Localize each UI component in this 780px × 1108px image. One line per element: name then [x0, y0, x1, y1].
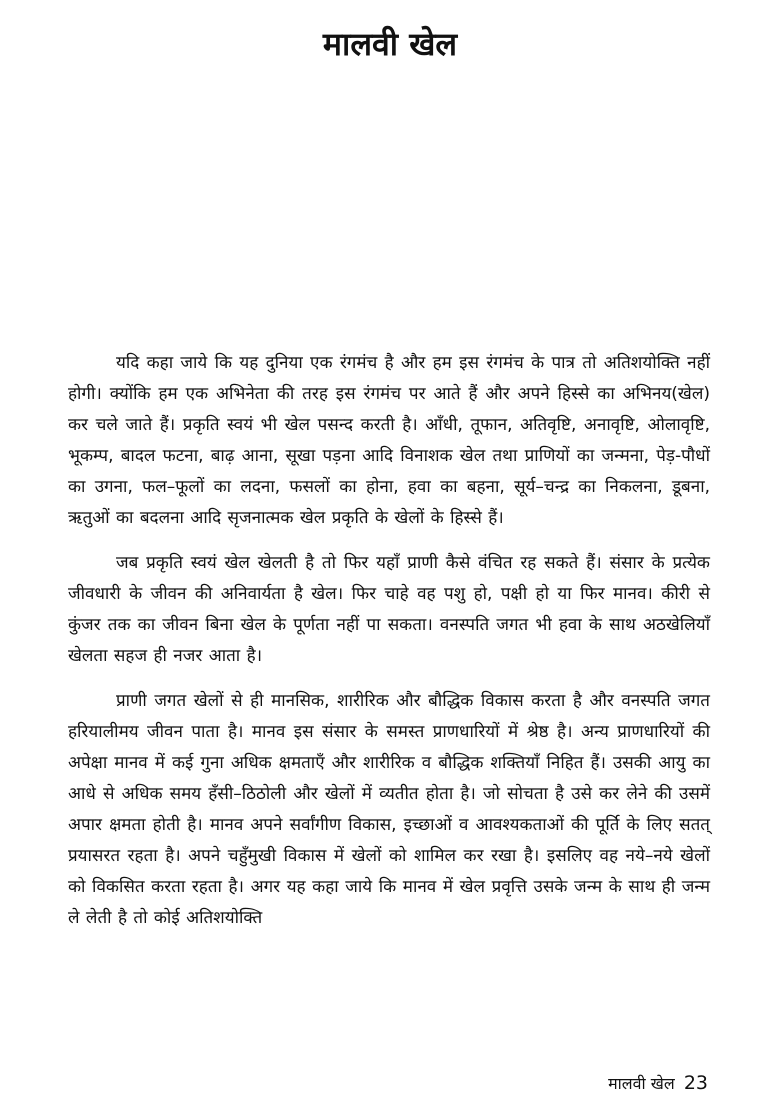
running-title: मालवी खेल	[608, 1074, 675, 1093]
paragraph: यदि कहा जाये कि यह दुनिया एक रंगमंच है और हम इस रंगमंच के पात्र तो अतिशयोक्ति नहीं होगी। क्योंकि हम एक अभिनेता की तरह इस रंगमंच पर आते हैं और अपने हिस्से का अभिनय(खेल) कर चले जाते हैं। प्रकृति स्वयं भी खेल पसन्द करती है। आँधी, तूफान, अतिवृष्टि, अनावृष्टि, ओलावृष्टि, भूकम्प, बादल फटना, बाढ़ आना, सूखा पड़ना आदि विनाशक खेल तथा प्राणियों का जन्मना, पेड़-पौधों का उगना, फल–फूलों का लदना, फसलों का होना, हवा का बहना, सूर्य–चन्द्र का निकलना, डूबना, ऋतुओं का बदलना आदि सृजनात्मक खेल प्रकृति के खेलों के हिस्से हैं।	[68, 353, 710, 528]
paragraph: प्राणी जगत खेलों से ही मानसिक, शारीरिक और बौद्धिक विकास करता है और वनस्पति जगत हरियालीमय जीवन पाता है। मानव इस संसार के समस्त प्राणधारियों में श्रेष्ठ है। अन्य प्राणधारियों की अपेक्षा मानव में कई गुना अधिक क्षमताएँ और शारीरिक व बौद्धिक शक्तियाँ निहित हैं। उसकी आयु का आधे से अधिक समय हँसी–ठिठोली और खेलों में व्यतीत होता है। जो सोचता है उसे कर लेने की उसमें अपार क्षमता होती है। मानव अपने सर्वांगीण विकास, इच्छाओं व आवश्यकताओं की पूर्ति के लिए सतत् प्रयासरत रहता है। अपने चहुँमुखी विकास में खेलों को शामिल कर रखा है। इसलिए वह नये–नये खेलों को विकसित करता रहता है। अगर यह कहा जाये कि मानव में खेल प्रवृत्ति उसके जन्म के साथ ही जन्म ले लेती है तो कोई अतिशयोक्ति	[68, 691, 710, 928]
page-title: मालवी खेल	[322, 25, 458, 63]
paragraph: जब प्रकृति स्वयं खेल खेलती है तो फिर यहाँ प्राणी कैसे वंचित रह सकते हैं। संसार के प्रत्येक जीवधारी के जीवन की अनिवार्यता है खेल। फिर चाहे वह पशु हो, पक्षी हो या फिर मानव। कीरी से कुंजर तक का जीवन बिना खेल के पूर्णता नहीं पा सकता। वनस्पति जगत भी हवा के साथ अठखेलियाँ खेलता सहज ही नजर आता है।	[68, 553, 710, 666]
page-footer	[608, 1070, 708, 1097]
body-text	[68, 348, 710, 948]
page-number: 23	[683, 1072, 708, 1094]
